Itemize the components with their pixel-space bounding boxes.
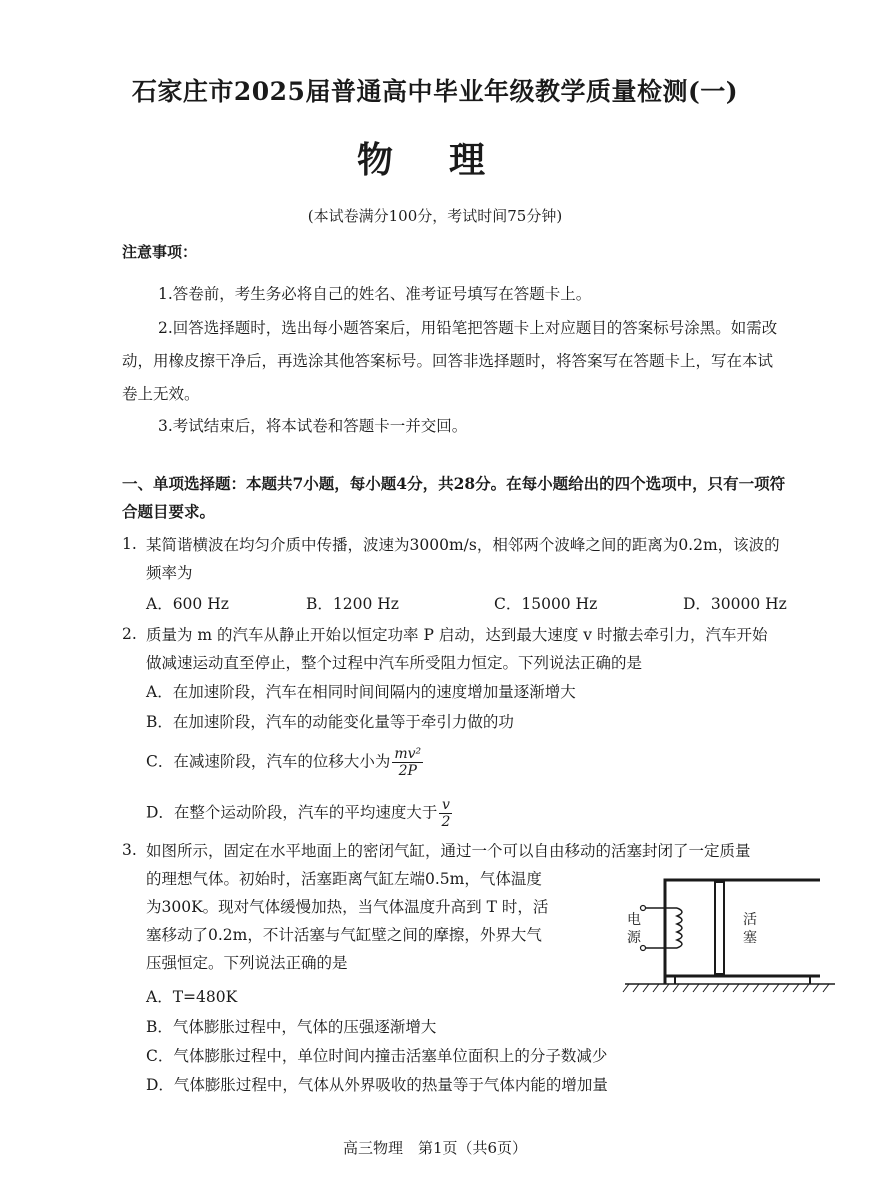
option-b: B．气体膨胀过程中，气体的压强逐渐增大 bbox=[146, 1018, 437, 1036]
option-b: B．在加速阶段，汽车的动能变化量等于牵引力做的功 bbox=[146, 713, 514, 731]
option-c: C．气体膨胀过程中，单位时间内撞击活塞单位面积上的分子数减少 bbox=[146, 1047, 608, 1065]
question-text: 频率为 bbox=[146, 564, 193, 582]
question-number: 2. bbox=[122, 625, 137, 643]
terminal bbox=[641, 906, 646, 911]
notice-heading: 注意事项： bbox=[122, 243, 198, 261]
question-text: 如图所示，固定在水平地面上的密闭气缸，通过一个可以自由移动的活塞封闭了一定质量 bbox=[146, 842, 751, 860]
question-number: 3. bbox=[122, 841, 137, 859]
fraction-denominator: 2 bbox=[441, 814, 451, 830]
cylinder-figure bbox=[615, 866, 840, 996]
fraction bbox=[439, 797, 452, 830]
question-text: 某简谐横波在均匀介质中传播，波速为3000m/s，相邻两个波峰之间的距离为0.2m，该波的 bbox=[146, 536, 780, 554]
option-c: C．15000 Hz bbox=[494, 595, 598, 613]
question-text: 质量为 m 的汽车从静止开始以恒定功率 P 启动，达到最大速度 v 时撤去牵引力，汽车开始 bbox=[146, 626, 768, 644]
question-number: 1. bbox=[122, 535, 137, 553]
section-heading: 一、单项选择题：本题共7小题，每小题4分，共28分。在每小题给出的四个选项中，只有一项符 bbox=[122, 474, 786, 493]
notice-item: 2.回答选择题时，选出每小题答案后，用铅笔把答题卡上对应题目的答案标号涂黑。如需改 bbox=[158, 319, 778, 337]
option-a: A．600 Hz bbox=[146, 595, 229, 613]
option-a: A．在加速阶段，汽车在相同时间间隔内的速度增加量逐渐增大 bbox=[146, 683, 576, 701]
fraction bbox=[392, 746, 423, 779]
piston bbox=[715, 882, 724, 974]
question-text: 塞移动了0.2m，不计活塞与气缸壁之间的摩擦，外界大气 bbox=[146, 926, 542, 944]
subject-title: 物理 bbox=[356, 139, 541, 181]
question-text: 做减速运动直至停止，整个过程中汽车所受阻力恒定。下列说法正确的是 bbox=[146, 654, 643, 672]
page-footer: 高三物理 第1页（共6页） bbox=[342, 1139, 528, 1157]
heater-coil bbox=[677, 908, 682, 948]
power-label: 电 bbox=[627, 912, 641, 928]
option-a: A．T=480K bbox=[146, 988, 238, 1006]
option-d-text: D．在整个运动阶段，汽车的平均速度大于 bbox=[146, 803, 438, 822]
section-heading: 合题目要求。 bbox=[122, 502, 216, 521]
exam-title: 石家庄市2025届普通高中毕业年级教学质量检测(一) bbox=[131, 77, 739, 106]
ground-hatch bbox=[623, 984, 829, 992]
fraction-numerator: mv² bbox=[394, 746, 422, 762]
terminal bbox=[641, 946, 646, 951]
option-c-text: C．在减速阶段，汽车的位移大小为 bbox=[146, 752, 391, 771]
option-d: D．气体膨胀过程中，气体从外界吸收的热量等于气体内能的增加量 bbox=[146, 1076, 608, 1094]
fraction-denominator: 2P bbox=[398, 763, 417, 779]
piston-label: 塞 bbox=[743, 930, 757, 946]
fraction-numerator: v bbox=[439, 797, 452, 814]
option-d: D．30000 Hz bbox=[683, 595, 787, 613]
notice-item: 3.考试结束后，将本试卷和答题卡一并交回。 bbox=[158, 417, 468, 435]
option-c bbox=[146, 746, 425, 779]
piston-label: 活 bbox=[743, 912, 757, 928]
notice-item: 1.答卷前，考生务必将自己的姓名、准考证号填写在答题卡上。 bbox=[158, 285, 592, 303]
question-text: 压强恒定。下列说法正确的是 bbox=[146, 954, 348, 972]
power-label: 源 bbox=[627, 930, 641, 946]
option-b: B．1200 Hz bbox=[306, 595, 399, 613]
question-text: 的理想气体。初始时，活塞距离气缸左端0.5m，气体温度 bbox=[146, 870, 542, 888]
notice-item: 卷上无效。 bbox=[122, 385, 200, 403]
question-text: 为300K。现对气体缓慢加热，当气体温度升高到 T 时，活 bbox=[146, 898, 549, 916]
option-d bbox=[146, 797, 454, 830]
exam-info: (本试卷满分100分，考试时间75分钟) bbox=[307, 207, 563, 225]
notice-item: 动，用橡皮擦干净后，再选涂其他答案标号。回答非选择题时，将答案写在答题卡上，写在本试 bbox=[122, 352, 774, 370]
